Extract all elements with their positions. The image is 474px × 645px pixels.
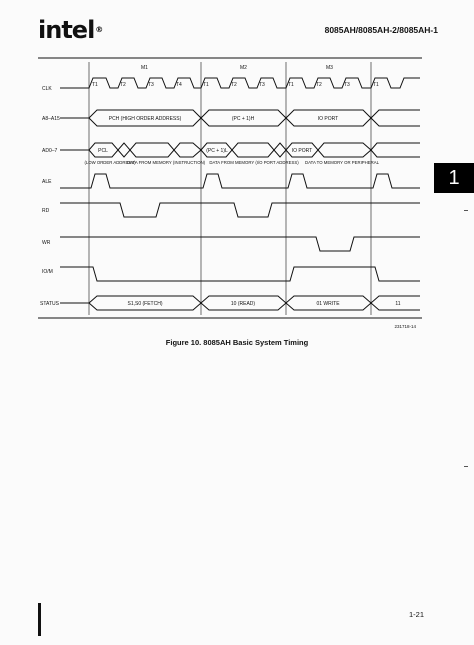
signal-name-wr: WR — [42, 240, 51, 246]
figure-caption: Figure 10. 8085AH Basic System Timing — [165, 338, 309, 347]
ad-bus-top — [60, 143, 420, 150]
signal-name-ale: ALE — [42, 179, 52, 185]
ad-note-data-from-memory-io: DATA FROM MEMORY (I/O PORT ADDRESS) — [209, 160, 299, 165]
tstate-label: T4 — [176, 82, 182, 88]
iom-waveform — [60, 267, 420, 281]
tstate-label: T1 — [288, 82, 294, 88]
tstate-label: T2 — [120, 82, 126, 88]
edge-tick-mark — [464, 210, 468, 211]
section-tab: 1 — [434, 163, 474, 193]
tstate-label: T3 — [148, 82, 154, 88]
status-label-end: 11 — [395, 301, 401, 307]
ad-label-pcl: PCL — [98, 148, 108, 154]
status-label-read: 10 (READ) — [230, 301, 256, 307]
signal-name-status: STATUS — [40, 301, 59, 307]
cycle-label-m2: M2 — [240, 65, 247, 71]
intel-logo: intel® — [38, 16, 103, 44]
ad-note-data-to-memory: DATA TO MEMORY OR PERIPHERAL — [304, 160, 380, 165]
edge-tick-mark — [464, 466, 468, 467]
signal-name-clk: CLK — [42, 86, 52, 92]
tstate-label: T3 — [344, 82, 350, 88]
tstate-label: T1 — [92, 82, 98, 88]
ad-label-ioport: IO PORT — [291, 148, 313, 154]
wr-waveform — [60, 237, 420, 251]
ad-note-low-order: (LOW ORDER ADDRESS) — [84, 160, 136, 165]
status-label-write: 01 WRITE — [316, 301, 340, 307]
ale-waveform — [60, 174, 420, 188]
document-id: 8085AH/8085AH-2/8085AH-1 — [324, 25, 438, 35]
cycle-label-m3: M3 — [326, 65, 333, 71]
page-number: 1-21 — [408, 610, 424, 619]
address-label-m1: PCH (HIGH ORDER ADDRESS) — [108, 116, 182, 122]
address-label-m2: (PC + 1)H — [231, 116, 255, 122]
signal-name-ad: AD0–7 — [42, 148, 58, 154]
cycle-label-m1: M1 — [141, 65, 148, 71]
ad-label-pc1: (PC + 1)L — [206, 148, 228, 154]
clk-waveform — [60, 78, 420, 88]
ad-note-data-from-memory: DATA FROM MEMORY (INSTRUCTION) — [126, 160, 206, 165]
status-label-fetch: S1,S0 (FETCH) — [127, 301, 163, 307]
tstate-label: T2 — [316, 82, 322, 88]
tstate-label: T1 — [203, 82, 209, 88]
tstate-label: T2 — [231, 82, 237, 88]
tstate-label: T1 — [373, 82, 379, 88]
tstate-label: T3 — [259, 82, 265, 88]
signal-name-address: A8–A15 — [42, 116, 60, 122]
address-label-m3: IO PORT — [317, 116, 339, 122]
figure-reference: 231718-14 — [394, 324, 416, 329]
revision-margin-bar — [38, 603, 41, 636]
signal-name-iom: IO/M — [42, 269, 53, 275]
rd-waveform — [60, 203, 420, 217]
ad-bus-bottom — [60, 150, 420, 157]
signal-name-rd: RD — [42, 208, 50, 214]
